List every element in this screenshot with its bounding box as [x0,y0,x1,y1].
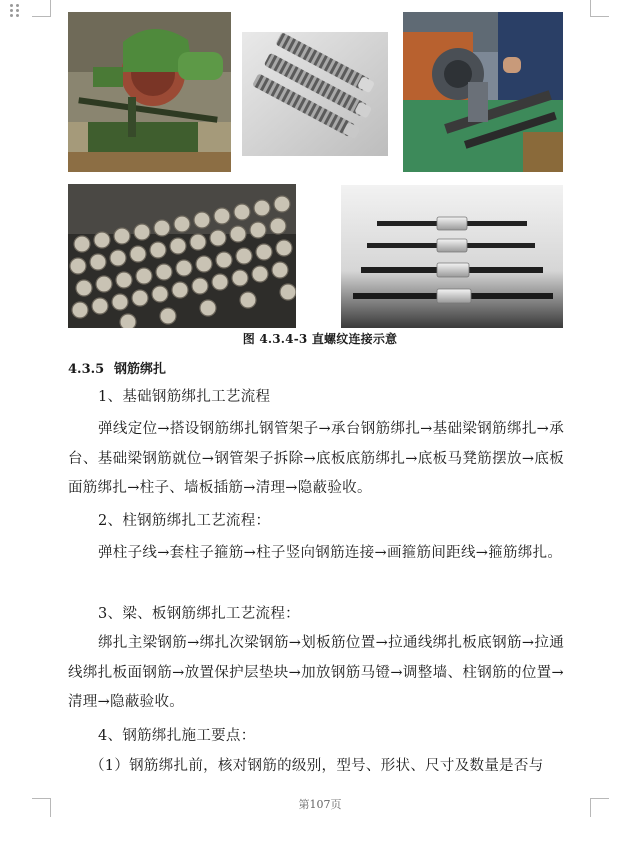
paragraph-beam-slab-heading: 3、梁、板钢筋绑扎工艺流程： [98,606,300,622]
paragraph-column-process: 弹柱子线→套柱子箍筋→柱子竖向钢筋连接→画箍筋间距线→箍筋绑扎。 [98,545,563,561]
photo-rebar-bundle [68,184,296,328]
photo-threading-machine [403,12,563,172]
section-title: 钢筋绑扎 [114,362,167,377]
section-heading [68,358,166,377]
photo-cutting-machine [68,12,231,172]
photo-threaded-rebar [242,32,388,156]
page-number: 第107页 [298,798,342,811]
crop-mark-top-left [32,0,51,17]
paragraph-column-heading: 2、柱钢筋绑扎工艺流程： [98,513,271,529]
paragraph-key-point-1: （1）钢筋绑扎前，核对钢筋的级别，型号、形状、尺寸及数量是否与 [90,758,544,774]
paragraph-beam-slab-process: 绑扎主梁钢筋→绑扎次梁钢筋→划板筋位置→拉通线绑扎板底钢筋→拉通线绑扎板面钢筋→放置保护层垫块→加放钢筋马镫→调整墙、柱钢筋的位置→清理→隐蔽验收。 [68,635,564,710]
paragraph-foundation-process: 弹线定位→搭设钢筋绑扎钢管架子→承台钢筋绑扎→基础梁钢筋绑扎→承台、基础梁钢筋就位→钢管架子拆除→底板底筋绑扎→底板马凳筋摆放→底板面筋绑扎→柱子、墙板插筋→清理→隐蔽验收。 [68,421,564,496]
drag-handle-icon[interactable] [10,4,22,18]
figure-caption: 图 4.3.4-3 直螺纹连接示意 [242,332,398,346]
paragraph-key-points-heading: 4、钢筋绑扎施工要点： [98,728,256,744]
photo-rebar-couplers [341,185,563,328]
section-number: 4.3.5 [68,362,105,377]
crop-mark-top-right [590,0,609,17]
paragraph-foundation-heading: 1、基础钢筋绑扎工艺流程 [98,389,271,405]
